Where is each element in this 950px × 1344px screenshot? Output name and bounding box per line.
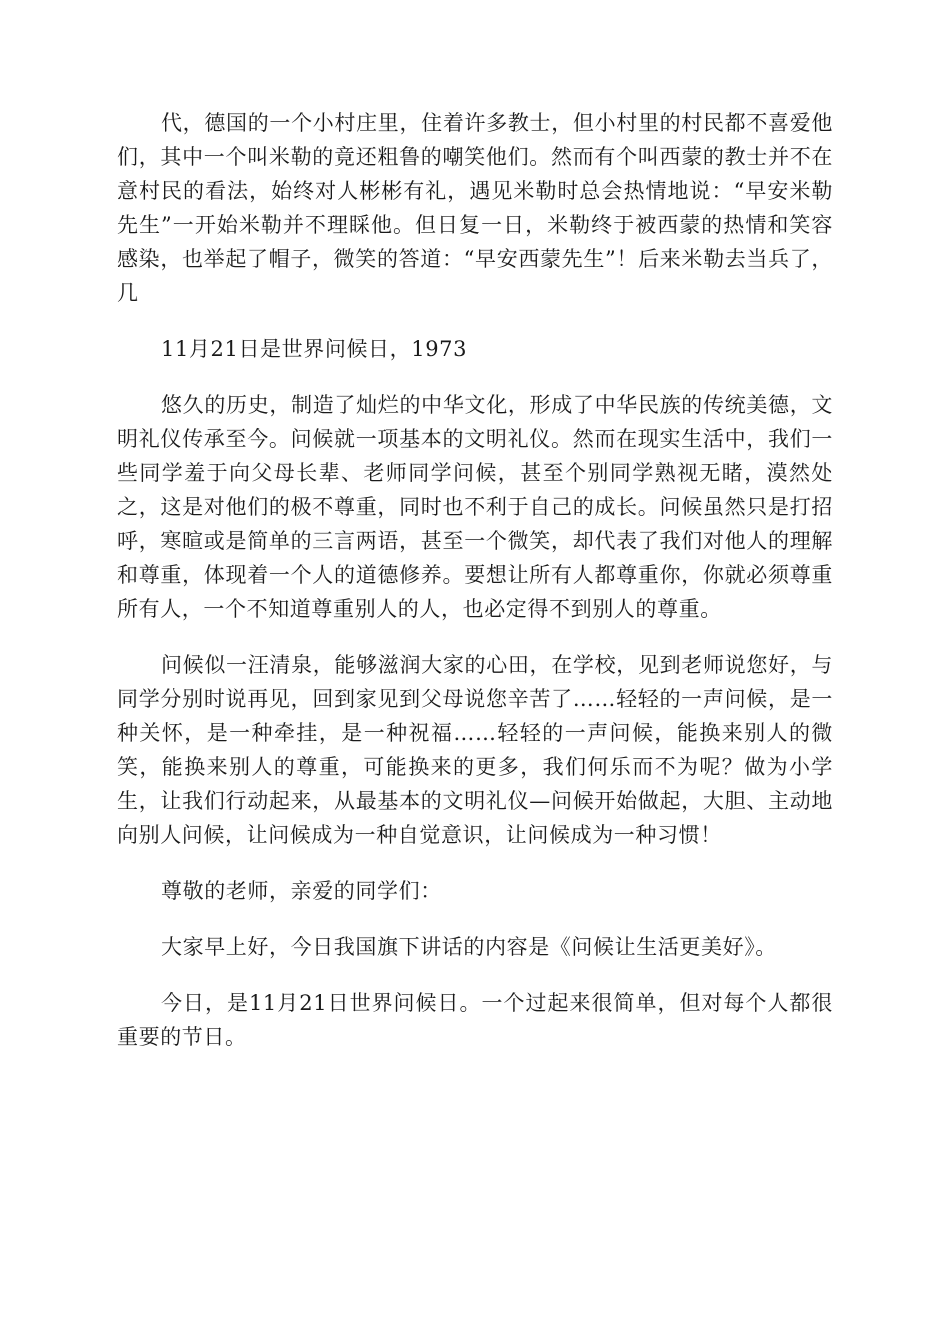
- paragraph: 代，德国的一个小村庄里，住着许多教士，但小村里的村民都不喜爱他们，其中一个叫米勒的竟还粗鲁的嘲笑他们。然而有个叫西蒙的教士并不在意村民的看法，始终对人彬彬有礼，遇见米勒时总会热情地说：“早安米勒先生”一开始米勒并不理睬他。但日复一日，米勒终于被西蒙的热情和笑容感染，也举起了帽子，微笑的答道：“早安西蒙先生”！后来米勒去当兵了，几: [117, 111, 833, 305]
- paragraph: 问候似一汪清泉，能够滋润大家的心田，在学校，见到老师说您好，与同学分别时说再见，回到家见到父母说您辛苦了……轻轻的一声问候，是一种关怀，是一种牵挂，是一种祝福……轻轻的一声问候，能换来别人的微笑，能换来别人的尊重，可能换来的更多，我们何乐而不为呢？做为小学生，让我们行动起来，从最基本的文明礼仪—问候开始做起，大胆、主动地向别人问候，让问候成为一种自觉意识，让问候成为一种习惯！: [117, 653, 833, 847]
- document-body: [117, 106, 833, 1076]
- paragraph: 大家早上好，今日我国旗下讲话的内容是《问候让生活更美好》。: [161, 935, 777, 959]
- paragraph: 11月21日是世界问候日，1973: [161, 337, 468, 361]
- paragraph: 悠久的历史，制造了灿烂的中华文化，形成了中华民族的传统美德，文明礼仪传承至今。问候就一项基本的文明礼仪。然而在现实生活中，我们一些同学羞于向父母长辈、老师同学问候，甚至个别同学熟视无睹，漠然处之，这是对他们的极不尊重，同时也不利于自己的成长。问候虽然只是打招呼，寒暄或是简单的三言两语，甚至一个微笑，却代表了我们对他人的理解和尊重，体现着一个人的道德修养。要想让所有人都尊重你，你就必须尊重所有人，一个不知道尊重别人的人，也必定得不到别人的尊重。: [117, 393, 833, 621]
- paragraph: 今日，是11月21日世界问候日。一个过起来很简单，但对每个人都很重要的节日。: [117, 991, 833, 1049]
- salutation: 尊敬的老师，亲爱的同学们：: [161, 879, 442, 903]
